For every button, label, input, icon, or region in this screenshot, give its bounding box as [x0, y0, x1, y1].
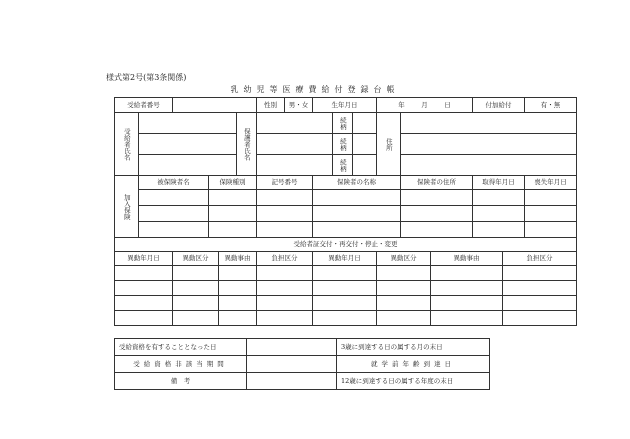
- address-label: 住所: [377, 113, 401, 176]
- relation-label-1: 続柄: [333, 113, 353, 134]
- chg-header-date-2: 異動年月日: [313, 252, 377, 266]
- chg-cell[interactable]: [313, 281, 377, 296]
- ineligible-period-label: 受給資格非該当期間: [115, 356, 247, 373]
- ins-header-acquired-date: 取得年月日: [473, 176, 525, 190]
- ins-cell[interactable]: [139, 206, 209, 222]
- relation-label-3: 続柄: [333, 155, 353, 176]
- chg-header-burden-1: 負担区分: [257, 252, 313, 266]
- registration-table: [114, 97, 577, 326]
- extra-benefit-value[interactable]: 有・無: [525, 98, 577, 113]
- ins-cell[interactable]: [209, 222, 257, 238]
- chg-cell[interactable]: [503, 266, 577, 281]
- extra-benefit-label: 付加給付: [473, 98, 525, 113]
- changes-section-title: 受給者証交付・再交付・停止・変更: [115, 238, 577, 252]
- ins-cell[interactable]: [313, 222, 401, 238]
- ins-header-insurer-address: 保険者の住所: [401, 176, 473, 190]
- ins-cell[interactable]: [257, 222, 313, 238]
- ins-header-type: 保険種別: [209, 176, 257, 190]
- day-label: 日: [444, 100, 451, 109]
- age3-label: 3歳に到達する日の属する月の末日: [337, 339, 490, 356]
- school-age-label: 就学前年齢到達日: [337, 356, 490, 373]
- remarks-field[interactable]: [247, 373, 337, 390]
- form-title: 乳幼児等医療費給付登録台帳: [230, 85, 400, 94]
- remarks-label: 備 考: [115, 373, 247, 390]
- chg-cell[interactable]: [313, 296, 377, 311]
- ins-cell[interactable]: [473, 206, 525, 222]
- birth-date-field[interactable]: [377, 98, 473, 113]
- chg-cell[interactable]: [173, 266, 219, 281]
- ins-header-insured-name: 被保険者名: [139, 176, 209, 190]
- ins-cell[interactable]: [525, 190, 577, 206]
- chg-cell[interactable]: [377, 296, 431, 311]
- ins-cell[interactable]: [209, 206, 257, 222]
- chg-cell[interactable]: [257, 266, 313, 281]
- chg-header-reason-1: 異動事由: [219, 252, 257, 266]
- chg-header-burden-2: 負担区分: [503, 252, 577, 266]
- guardian-name-label: 保護者氏名: [237, 113, 257, 176]
- chg-cell[interactable]: [313, 311, 377, 326]
- guardian-name-field-1[interactable]: [257, 113, 333, 134]
- chg-cell[interactable]: [257, 281, 313, 296]
- address-field-1[interactable]: [401, 113, 577, 134]
- chg-cell[interactable]: [173, 281, 219, 296]
- chg-header-category-2: 異動区分: [377, 252, 431, 266]
- chg-cell[interactable]: [219, 266, 257, 281]
- guardian-name-field-3[interactable]: [257, 155, 333, 176]
- chg-cell[interactable]: [377, 281, 431, 296]
- chg-cell[interactable]: [313, 266, 377, 281]
- ineligible-period-field[interactable]: [247, 356, 337, 373]
- ins-cell[interactable]: [525, 222, 577, 238]
- sex-value[interactable]: 男・女: [285, 98, 313, 113]
- recipient-number-field[interactable]: [173, 98, 257, 113]
- address-field-3[interactable]: [401, 155, 577, 176]
- chg-cell[interactable]: [115, 266, 173, 281]
- chg-cell[interactable]: [257, 296, 313, 311]
- relation-field-1[interactable]: [353, 113, 377, 134]
- ins-cell[interactable]: [313, 206, 401, 222]
- chg-cell[interactable]: [219, 281, 257, 296]
- chg-cell[interactable]: [377, 311, 431, 326]
- insurance-section-label: 加入保険: [115, 176, 139, 238]
- ins-cell[interactable]: [473, 222, 525, 238]
- recipient-name-field-1[interactable]: [139, 113, 237, 134]
- ins-header-symbol-number: 記号番号: [257, 176, 313, 190]
- birth-date-label: 生年月日: [313, 98, 377, 113]
- ins-cell[interactable]: [139, 190, 209, 206]
- ins-header-lost-date: 喪失年月日: [525, 176, 577, 190]
- relation-field-2[interactable]: [353, 134, 377, 155]
- relation-label-2: 続柄: [333, 134, 353, 155]
- chg-cell[interactable]: [431, 311, 503, 326]
- ins-cell[interactable]: [139, 222, 209, 238]
- recipient-number-label: 受給者番号: [115, 98, 173, 113]
- guardian-name-field-2[interactable]: [257, 134, 333, 155]
- chg-cell[interactable]: [173, 296, 219, 311]
- ins-cell[interactable]: [525, 206, 577, 222]
- form-number-label: 様式第2号(第3条関係): [106, 73, 187, 82]
- chg-cell[interactable]: [503, 281, 577, 296]
- recipient-name-field-3[interactable]: [139, 155, 237, 176]
- sex-label: 性別: [257, 98, 285, 113]
- ins-cell[interactable]: [257, 190, 313, 206]
- ins-cell[interactable]: [209, 190, 257, 206]
- chg-header-date-1: 異動年月日: [115, 252, 173, 266]
- eligibility-table: [114, 338, 490, 390]
- month-label: 月: [421, 100, 428, 109]
- recipient-name-field-2[interactable]: [139, 134, 237, 155]
- age12-label: 12歳に到達する日の属する年度の末日: [337, 373, 490, 390]
- relation-field-3[interactable]: [353, 155, 377, 176]
- ins-header-insurer-name: 保険者の名称: [313, 176, 401, 190]
- chg-cell[interactable]: [503, 296, 577, 311]
- ins-cell[interactable]: [401, 222, 473, 238]
- chg-cell[interactable]: [503, 311, 577, 326]
- year-label: 年: [398, 100, 405, 109]
- chg-cell[interactable]: [115, 281, 173, 296]
- chg-cell[interactable]: [219, 311, 257, 326]
- chg-cell[interactable]: [377, 266, 431, 281]
- chg-header-category-1: 異動区分: [173, 252, 219, 266]
- recipient-name-label: 受給者氏名: [115, 113, 139, 176]
- eligible-date-field[interactable]: [247, 339, 337, 356]
- ins-cell[interactable]: [401, 190, 473, 206]
- chg-header-reason-2: 異動事由: [431, 252, 503, 266]
- ins-cell[interactable]: [401, 206, 473, 222]
- chg-cell[interactable]: [257, 311, 313, 326]
- ins-cell[interactable]: [313, 190, 401, 206]
- chg-cell[interactable]: [219, 296, 257, 311]
- chg-cell[interactable]: [431, 281, 503, 296]
- address-field-2[interactable]: [401, 134, 577, 155]
- eligible-date-label: 受給資格を有することとなった日: [115, 339, 247, 356]
- ins-cell[interactable]: [257, 206, 313, 222]
- chg-cell[interactable]: [115, 296, 173, 311]
- chg-cell[interactable]: [431, 296, 503, 311]
- chg-cell[interactable]: [115, 311, 173, 326]
- ins-cell[interactable]: [473, 190, 525, 206]
- chg-cell[interactable]: [173, 311, 219, 326]
- chg-cell[interactable]: [431, 266, 503, 281]
